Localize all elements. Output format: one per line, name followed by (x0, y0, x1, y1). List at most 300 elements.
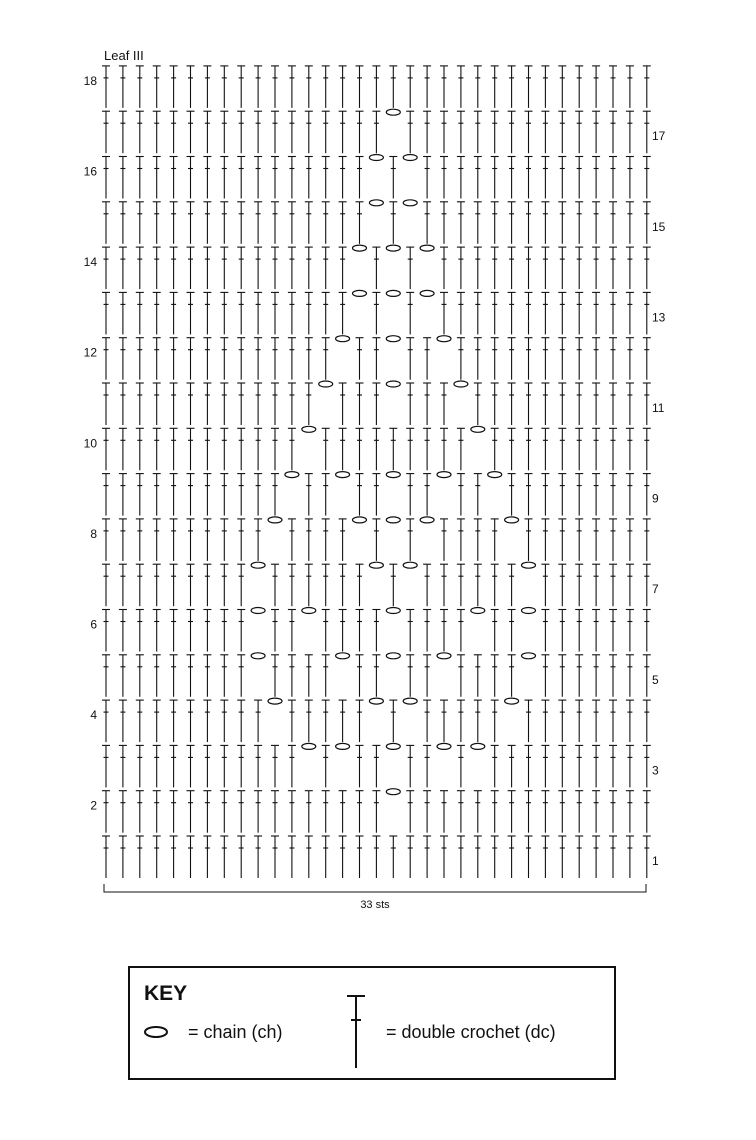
chain-stitch (522, 562, 536, 568)
double-crochet-stitch (541, 655, 549, 697)
width-bracket-line (104, 884, 646, 892)
double-crochet-stitch (541, 292, 549, 334)
double-crochet-stitch (220, 111, 228, 153)
double-crochet-stitch (288, 745, 296, 787)
double-crochet-stitch (254, 791, 262, 833)
double-crochet-stitch (136, 247, 144, 289)
double-crochet-stitch (254, 292, 262, 334)
double-crochet-stitch (356, 202, 364, 244)
double-crochet-stitch (575, 247, 583, 289)
double-crochet-stitch (305, 655, 313, 697)
row-labels (84, 74, 666, 868)
double-crochet-stitch (525, 474, 533, 516)
double-crochet-stitch (541, 610, 549, 652)
double-crochet-stitch (271, 157, 279, 199)
double-crochet-stitch (170, 111, 178, 153)
double-crochet-stitch (187, 66, 195, 108)
double-crochet-stitch (288, 111, 296, 153)
double-crochet-stitch (322, 745, 330, 787)
double-crochet-stitch (541, 474, 549, 516)
double-crochet-stitch (305, 791, 313, 833)
double-crochet-stitch (440, 428, 448, 470)
double-crochet-stitch (609, 111, 617, 153)
chain-stitch (437, 336, 451, 342)
double-crochet-stitch (203, 292, 211, 334)
double-crochet-stitch (187, 338, 195, 380)
double-crochet-stitch (541, 428, 549, 470)
double-crochet-stitch (491, 383, 499, 425)
double-crochet-stitch (187, 292, 195, 334)
double-crochet-stitch (356, 700, 364, 742)
double-crochet-stitch (525, 383, 533, 425)
double-crochet-stitch (170, 474, 178, 516)
double-crochet-stitch (609, 791, 617, 833)
double-crochet-stitch (558, 247, 566, 289)
chain-stitch (336, 336, 350, 342)
row-label: 12 (83, 345, 97, 360)
double-crochet-stitch (525, 428, 533, 470)
double-crochet-stitch (491, 111, 499, 153)
chain-stitch (420, 517, 434, 523)
row-label: 3 (652, 763, 659, 778)
double-crochet-stitch (457, 338, 465, 380)
double-crochet-stitch (423, 338, 431, 380)
double-crochet-stitch (254, 745, 262, 787)
double-crochet-stitch (153, 655, 161, 697)
double-crochet-stitch (322, 202, 330, 244)
double-crochet-stitch (372, 111, 380, 153)
row-label: 2 (90, 798, 97, 813)
double-crochet-icon (344, 992, 368, 1072)
double-crochet-stitch (237, 338, 245, 380)
double-crochet-stitch (237, 292, 245, 334)
chain-stitch (386, 608, 400, 614)
double-crochet-stitch (592, 836, 600, 878)
double-crochet-stitch (203, 836, 211, 878)
double-crochet-stitch (491, 338, 499, 380)
double-crochet-stitch (102, 610, 110, 652)
double-crochet-stitch (356, 610, 364, 652)
double-crochet-stitch (339, 383, 347, 425)
key-dc-label: = double crochet (dc) (386, 1022, 556, 1042)
double-crochet-stitch (102, 202, 110, 244)
double-crochet-stitch (203, 338, 211, 380)
double-crochet-stitch (575, 157, 583, 199)
double-crochet-stitch (491, 836, 499, 878)
double-crochet-stitch (406, 292, 414, 334)
double-crochet-stitch (356, 383, 364, 425)
double-crochet-stitch (102, 111, 110, 153)
double-crochet-stitch (626, 292, 634, 334)
double-crochet-stitch (592, 745, 600, 787)
double-crochet-stitch (271, 292, 279, 334)
double-crochet-stitch (508, 383, 516, 425)
double-crochet-stitch (322, 292, 330, 334)
double-crochet-stitch (356, 428, 364, 470)
double-crochet-stitch (356, 745, 364, 787)
double-crochet-stitch (491, 66, 499, 108)
double-crochet-stitch (491, 202, 499, 244)
double-crochet-stitch (170, 383, 178, 425)
double-crochet-stitch (541, 745, 549, 787)
double-crochet-stitch (372, 66, 380, 108)
chain-stitch (454, 381, 468, 387)
double-crochet-stitch (220, 383, 228, 425)
double-crochet-stitch (187, 564, 195, 606)
double-crochet-stitch (575, 791, 583, 833)
double-crochet-stitch (592, 791, 600, 833)
double-crochet-stitch (119, 428, 127, 470)
double-crochet-stitch (102, 474, 110, 516)
double-crochet-stitch (372, 247, 380, 289)
double-crochet-stitch (474, 247, 482, 289)
double-crochet-stitch (220, 745, 228, 787)
double-crochet-stitch (339, 564, 347, 606)
double-crochet-stitch (356, 655, 364, 697)
double-crochet-stitch (305, 383, 313, 425)
double-crochet-stitch (187, 519, 195, 561)
double-crochet-stitch (389, 202, 397, 244)
double-crochet-stitch (170, 791, 178, 833)
double-crochet-stitch (203, 247, 211, 289)
double-crochet-stitch (119, 791, 127, 833)
double-crochet-stitch (626, 111, 634, 153)
double-crochet-stitch (220, 474, 228, 516)
double-crochet-stitch (541, 157, 549, 199)
double-crochet-stitch (592, 519, 600, 561)
row-label: 13 (652, 310, 666, 325)
double-crochet-stitch (541, 836, 549, 878)
double-crochet-stitch (170, 247, 178, 289)
double-crochet-stitch (237, 655, 245, 697)
double-crochet-stitch (153, 610, 161, 652)
double-crochet-stitch (136, 655, 144, 697)
double-crochet-stitch (474, 519, 482, 561)
double-crochet-stitch (322, 564, 330, 606)
double-crochet-stitch (170, 519, 178, 561)
double-crochet-stitch (626, 564, 634, 606)
double-crochet-stitch (220, 519, 228, 561)
double-crochet-stitch (237, 836, 245, 878)
double-crochet-stitch (288, 519, 296, 561)
double-crochet-stitch (626, 202, 634, 244)
double-crochet-stitch (389, 836, 397, 878)
double-crochet-stitch (491, 655, 499, 697)
double-crochet-stitch (609, 247, 617, 289)
double-crochet-stitch (558, 111, 566, 153)
double-crochet-stitch (102, 247, 110, 289)
double-crochet-stitch (356, 564, 364, 606)
double-crochet-stitch (575, 111, 583, 153)
double-crochet-stitch (626, 247, 634, 289)
double-crochet-stitch (592, 157, 600, 199)
chart-title: Leaf III (104, 48, 144, 63)
double-crochet-stitch (491, 428, 499, 470)
double-crochet-stitch (136, 474, 144, 516)
double-crochet-stitch (339, 700, 347, 742)
chain-stitch (522, 608, 536, 614)
double-crochet-stitch (203, 564, 211, 606)
double-crochet-stitch (322, 474, 330, 516)
double-crochet-stitch (474, 700, 482, 742)
double-crochet-stitch (305, 338, 313, 380)
double-crochet-stitch (372, 338, 380, 380)
double-crochet-stitch (525, 247, 533, 289)
double-crochet-stitch (609, 157, 617, 199)
double-crochet-stitch (305, 157, 313, 199)
double-crochet-stitch (609, 66, 617, 108)
chain-stitch (386, 336, 400, 342)
double-crochet-stitch (288, 247, 296, 289)
double-crochet-stitch (643, 428, 651, 470)
double-crochet-stitch (237, 383, 245, 425)
double-crochet-stitch (626, 519, 634, 561)
double-crochet-stitch (643, 700, 651, 742)
double-crochet-stitch (592, 292, 600, 334)
chain-stitch (251, 608, 265, 614)
double-crochet-stitch (356, 836, 364, 878)
key-title: KEY (144, 982, 188, 1005)
double-crochet-stitch (541, 111, 549, 153)
double-crochet-stitch (339, 428, 347, 470)
double-crochet-stitch (575, 383, 583, 425)
double-crochet-stitch (558, 338, 566, 380)
double-crochet-stitch (237, 700, 245, 742)
double-crochet-stitch (254, 383, 262, 425)
double-crochet-stitch (491, 519, 499, 561)
double-crochet-stitch (558, 791, 566, 833)
row-label: 8 (90, 526, 97, 541)
double-crochet-stitch (170, 202, 178, 244)
key-chain-label: = chain (ch) (188, 1022, 283, 1042)
double-crochet-stitch (220, 564, 228, 606)
double-crochet-stitch (339, 66, 347, 108)
double-crochet-stitch (440, 157, 448, 199)
double-crochet-stitch (322, 66, 330, 108)
double-crochet-stitch (423, 700, 431, 742)
double-crochet-stitch (136, 791, 144, 833)
double-crochet-stitch (237, 428, 245, 470)
double-crochet-stitch (187, 791, 195, 833)
chain-stitch (403, 562, 417, 568)
double-crochet-stitch (575, 66, 583, 108)
double-crochet-stitch (203, 474, 211, 516)
double-crochet-stitch (372, 836, 380, 878)
double-crochet-stitch (119, 610, 127, 652)
double-crochet-stitch (220, 428, 228, 470)
double-crochet-stitch (558, 383, 566, 425)
chain-oval-icon (142, 1024, 170, 1040)
double-crochet-stitch (558, 700, 566, 742)
double-crochet-stitch (271, 836, 279, 878)
double-crochet-stitch (440, 66, 448, 108)
double-crochet-stitch (592, 428, 600, 470)
double-crochet-stitch (643, 247, 651, 289)
double-crochet-stitch (102, 338, 110, 380)
double-crochet-stitch (356, 791, 364, 833)
double-crochet-stitch (609, 745, 617, 787)
double-crochet-stitch (271, 66, 279, 108)
chain-stitch (386, 743, 400, 749)
double-crochet-stitch (525, 519, 533, 561)
double-crochet-stitch (220, 836, 228, 878)
double-crochet-stitch (525, 836, 533, 878)
double-crochet-stitch (643, 202, 651, 244)
double-crochet-stitch (457, 519, 465, 561)
double-crochet-stitch (609, 610, 617, 652)
double-crochet-stitch (170, 428, 178, 470)
double-crochet-stitch (406, 610, 414, 652)
double-crochet-stitch (102, 66, 110, 108)
double-crochet-stitch (356, 474, 364, 516)
double-crochet-stitch (136, 338, 144, 380)
double-crochet-stitch (389, 66, 397, 108)
chain-stitch (369, 698, 383, 704)
double-crochet-stitch (102, 383, 110, 425)
double-crochet-stitch (474, 111, 482, 153)
double-crochet-stitch (457, 745, 465, 787)
double-crochet-stitch (153, 700, 161, 742)
double-crochet-stitch (339, 247, 347, 289)
double-crochet-stitch (119, 745, 127, 787)
chain-stitch (251, 653, 265, 659)
double-crochet-stitch (474, 791, 482, 833)
double-crochet-stitch (153, 247, 161, 289)
double-crochet-stitch (220, 700, 228, 742)
double-crochet-stitch (203, 202, 211, 244)
chain-stitch (471, 608, 485, 614)
double-crochet-stitch (187, 383, 195, 425)
chain-stitch (336, 743, 350, 749)
double-crochet-stitch (254, 111, 262, 153)
double-crochet-stitch (575, 700, 583, 742)
double-crochet-stitch (440, 700, 448, 742)
double-crochet-stitch (153, 338, 161, 380)
double-crochet-stitch (508, 791, 516, 833)
double-crochet-stitch (609, 292, 617, 334)
double-crochet-stitch (609, 474, 617, 516)
double-crochet-stitch (508, 66, 516, 108)
double-crochet-stitch (406, 836, 414, 878)
double-crochet-stitch (136, 157, 144, 199)
double-crochet-stitch (457, 564, 465, 606)
double-crochet-stitch (525, 157, 533, 199)
double-crochet-stitch (406, 66, 414, 108)
double-crochet-stitch (609, 836, 617, 878)
double-crochet-stitch (187, 745, 195, 787)
row-label: 9 (652, 491, 659, 506)
double-crochet-stitch (187, 655, 195, 697)
double-crochet-stitch (220, 247, 228, 289)
double-crochet-stitch (203, 700, 211, 742)
chain-stitch (369, 562, 383, 568)
double-crochet-stitch (541, 66, 549, 108)
double-crochet-stitch (525, 745, 533, 787)
double-crochet-stitch (254, 836, 262, 878)
double-crochet-stitch (220, 791, 228, 833)
double-crochet-stitch (288, 157, 296, 199)
chain-stitch (403, 698, 417, 704)
double-crochet-stitch (457, 202, 465, 244)
double-crochet-stitch (305, 292, 313, 334)
double-crochet-stitch (558, 66, 566, 108)
double-crochet-stitch (339, 791, 347, 833)
double-crochet-stitch (592, 474, 600, 516)
double-crochet-stitch (102, 292, 110, 334)
double-crochet-stitch (187, 247, 195, 289)
chain-stitch (471, 743, 485, 749)
double-crochet-stitch (525, 111, 533, 153)
double-crochet-stitch (457, 247, 465, 289)
double-crochet-stitch (423, 66, 431, 108)
double-crochet-stitch (119, 519, 127, 561)
double-crochet-stitch (643, 836, 651, 878)
double-crochet-stitch (508, 338, 516, 380)
double-crochet-stitch (322, 655, 330, 697)
double-crochet-stitch (457, 655, 465, 697)
double-crochet-stitch (271, 338, 279, 380)
double-crochet-stitch (423, 157, 431, 199)
double-crochet-stitch (305, 202, 313, 244)
double-crochet-stitch (491, 610, 499, 652)
chain-stitch (386, 472, 400, 478)
double-crochet-stitch (305, 700, 313, 742)
double-crochet-stitch (592, 610, 600, 652)
double-crochet-stitch (136, 519, 144, 561)
double-crochet-stitch (474, 836, 482, 878)
double-crochet-stitch (203, 428, 211, 470)
double-crochet-stitch (406, 745, 414, 787)
double-crochet-stitch (136, 564, 144, 606)
double-crochet-stitch (558, 610, 566, 652)
double-crochet-stitch (423, 111, 431, 153)
double-crochet-stitch (170, 745, 178, 787)
row-label: 1 (652, 854, 659, 868)
double-crochet-stitch (643, 745, 651, 787)
double-crochet-stitch (136, 745, 144, 787)
double-crochet-stitch (575, 745, 583, 787)
double-crochet-stitch (525, 202, 533, 244)
double-crochet-stitch (643, 655, 651, 697)
double-crochet-stitch (237, 247, 245, 289)
double-crochet-stitch (237, 474, 245, 516)
double-crochet-stitch (136, 202, 144, 244)
double-crochet-stitch (339, 610, 347, 652)
double-crochet-stitch (237, 791, 245, 833)
double-crochet-stitch (609, 383, 617, 425)
row-label: 16 (83, 164, 97, 179)
double-crochet-stitch (271, 111, 279, 153)
double-crochet-stitch (119, 474, 127, 516)
double-crochet-stitch (339, 519, 347, 561)
double-crochet-stitch (440, 610, 448, 652)
double-crochet-stitch (474, 292, 482, 334)
double-crochet-stitch (558, 428, 566, 470)
double-crochet-stitch (339, 202, 347, 244)
double-crochet-stitch (372, 474, 380, 516)
double-crochet-stitch (423, 428, 431, 470)
double-crochet-stitch (220, 292, 228, 334)
double-crochet-stitch (508, 428, 516, 470)
chain-stitch (386, 109, 400, 115)
double-crochet-stitch (474, 157, 482, 199)
double-crochet-stitch (643, 66, 651, 108)
double-crochet-stitch (558, 292, 566, 334)
double-crochet-stitch (575, 836, 583, 878)
double-crochet-stitch (592, 655, 600, 697)
double-crochet-stitch (508, 157, 516, 199)
double-crochet-stitch (322, 610, 330, 652)
